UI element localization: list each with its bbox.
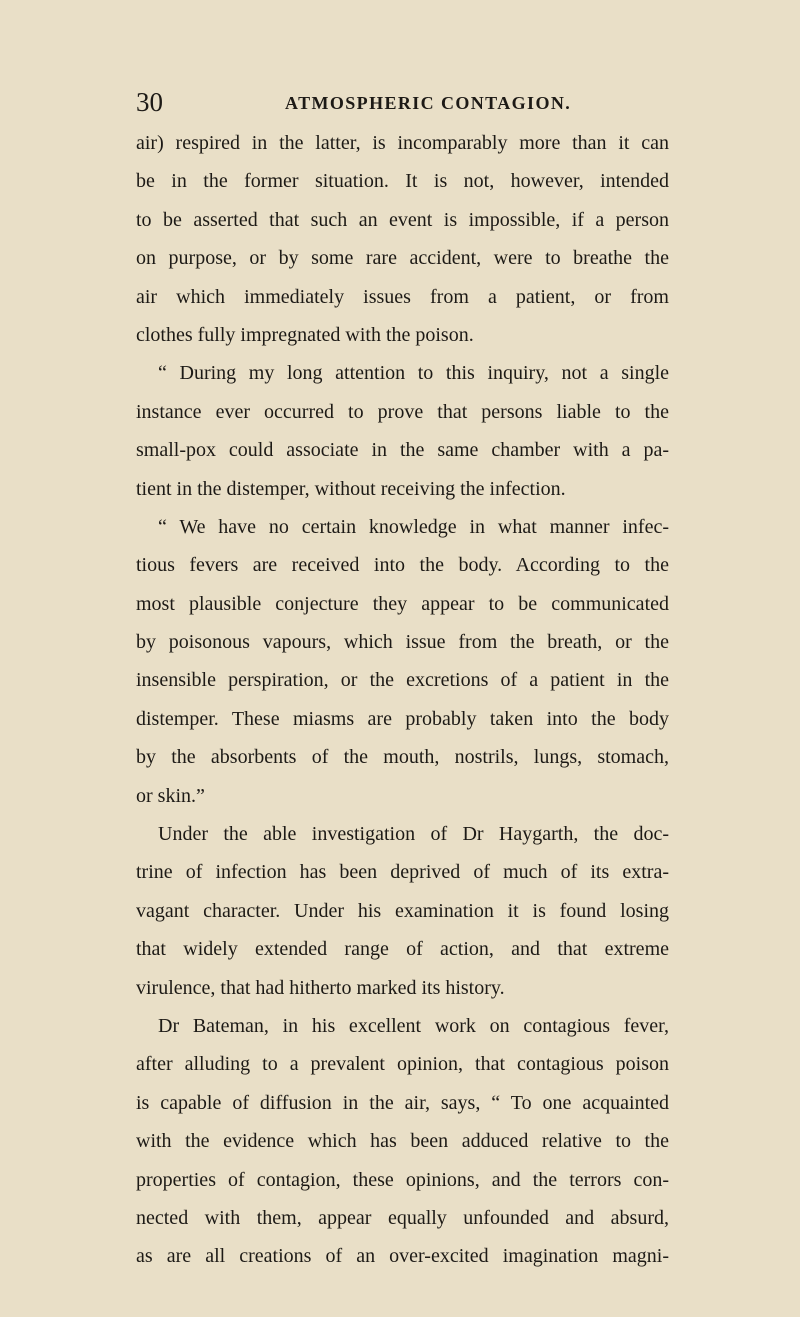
text-line: properties of contagion, these opinions, and the terrors con- (136, 1168, 669, 1191)
page-number: 30 (136, 87, 163, 117)
text-line: trine of infection has been deprived of much of its extra- (136, 861, 669, 884)
text-line: by poisonous vapours, which issue from the breath, or the (136, 631, 669, 654)
page-header (136, 84, 671, 120)
text-line: “ We have no certain knowledge in what manner infec- (158, 515, 669, 538)
text-line: is capable of diffusion in the air, says, “ To one acquainted (136, 1091, 669, 1114)
text-line: air which immediately issues from a patient, or from (136, 285, 669, 308)
text-line: nected with them, appear equally unfounded and absurd, (136, 1206, 669, 1229)
text-line: by the absorbents of the mouth, nostrils, lungs, stomach, (136, 746, 669, 769)
text-line: “ During my long attention to this inquiry, not a single (158, 362, 669, 385)
text-line: as are all creations of an over-excited imagination magni- (136, 1245, 669, 1268)
text-line: or skin.” (136, 784, 205, 807)
running-title: ATMOSPHERIC CONTAGION. (285, 93, 572, 113)
text-line: clothes fully impregnated with the poison. (136, 323, 474, 346)
text-line: vagant character. Under his examination it is found losing (136, 899, 669, 922)
text-line: be in the former situation. It is not, however, intended (136, 170, 669, 193)
body-text (136, 124, 669, 1276)
text-line: to be asserted that such an event is impossible, if a person (136, 208, 669, 231)
text-line: on purpose, or by some rare accident, were to breathe the (136, 247, 669, 270)
text-line: instance ever occurred to prove that persons liable to the (136, 400, 669, 423)
text-line: air) respired in the latter, is incomparably more than it can (136, 132, 669, 154)
text-line: tious fevers are received into the body. According to the (136, 554, 669, 577)
text-line: with the evidence which has been adduced relative to the (136, 1130, 669, 1153)
text-line: small-pox could associate in the same chamber with a pa- (136, 439, 669, 462)
text-line: virulence, that had hitherto marked its history. (136, 976, 505, 999)
text-line: insensible perspiration, or the excretions of a patient in the (136, 669, 669, 692)
text-line: Under the able investigation of Dr Haygarth, the doc- (158, 823, 669, 846)
text-line: after alluding to a prevalent opinion, that contagious poison (136, 1053, 669, 1076)
text-line: that widely extended range of action, and that extreme (136, 938, 669, 961)
text-line: Dr Bateman, in his excellent work on contagious fever, (158, 1014, 669, 1037)
text-line: tient in the distemper, without receiving the infection. (136, 477, 566, 500)
text-line: distemper. These miasms are probably taken into the body (136, 707, 669, 730)
text-line: most plausible conjecture they appear to be communicated (136, 592, 669, 615)
